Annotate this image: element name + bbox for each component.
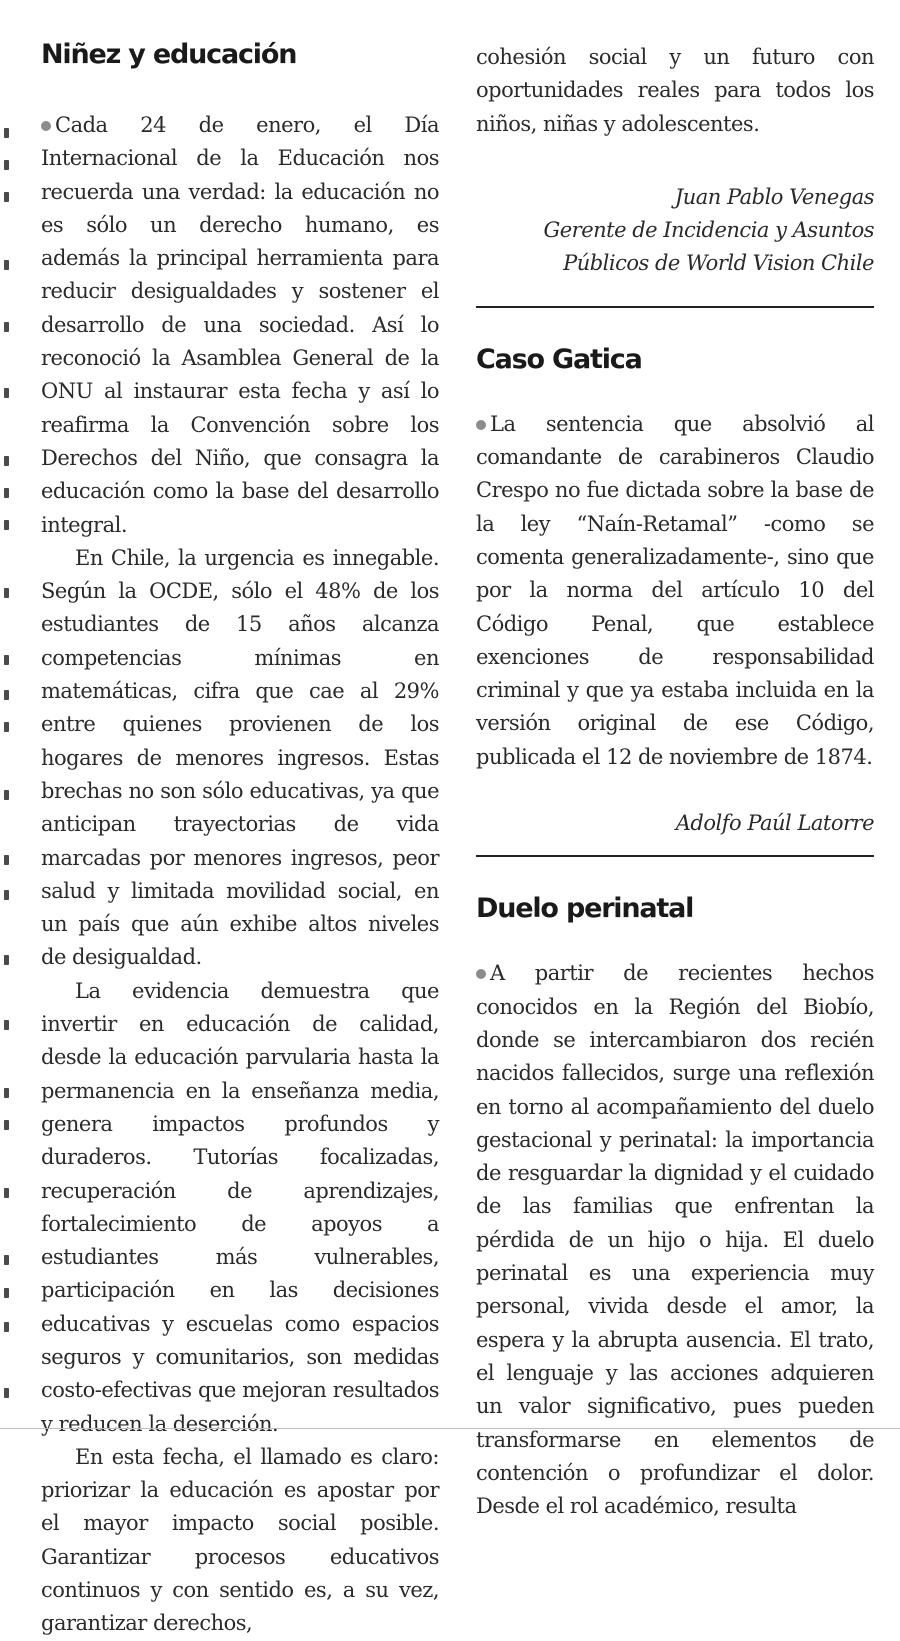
- bullet-icon: [41, 121, 51, 131]
- signature-name: Juan Pablo Venegas: [674, 184, 874, 209]
- article-continuation: cohesión social y un futuro con oportunidades reales para todos los niños, niñas y adolescentes.: [476, 45, 874, 136]
- bullet-icon: [476, 420, 486, 430]
- signature-role: Públicos de World Vision Chile: [563, 251, 874, 276]
- signature-role: Gerente de Incidencia y Asuntos: [543, 218, 874, 243]
- bullet-icon: [476, 969, 486, 979]
- adjacent-column-fragment: [0, 0, 16, 1440]
- page-bottom-rule: [0, 1428, 900, 1429]
- article-title: Niñez y educación: [41, 39, 297, 70]
- article-paragraph: La evidencia demuestra que invertir en educación de calidad, desde la educación parvularia hasta la permanencia en la enseñanza media, genera impactos profundos y duraderos. Tutorías focalizadas, recuperación de aprendizajes, fortalecimiento de apoyos a estudiantes más vulnerables, participación en las decisiones educativas y escuelas como espacios seguros y comunitarios, son medidas costo-efectivas que mejoran resultados y reducen la deserción.: [41, 978, 439, 1436]
- letter-title: Duelo perinatal: [476, 893, 694, 925]
- letter-body: A partir de recientes hechos conocidos en la Región del Biobío, donde se intercambiaron dos recién nacidos fallecidos, surge una reflexión en torno al acompañamiento del duelo gestacional y perinatal: la importancia de resguardar la dignidad y el cuidado de las familias que enfrentan la pérdida de un hijo o hija. El duelo perinatal es una experiencia muy personal, vivida desde el amor, la espera y la abrupta ausencia. El trato, el lenguaje y las acciones adquieren un valor significativo, pues pueden transformarse en elementos de contención o profundizar el dolor. Desde el rol académico, resulta: [476, 961, 874, 1519]
- signature-name: Adolfo Paúl Latorre: [675, 811, 874, 836]
- left-column: [41, 0, 439, 1641]
- letter-title: Caso Gatica: [476, 343, 642, 375]
- article-paragraph: Cada 24 de enero, el Día Internacional de la Educación nos recuerda una verdad: la educación no es sólo un derecho humano, es además la principal herramienta para reducir desigualdades y sostener el desarrollo de una sociedad. Así lo reconoció la Asamblea General de la ONU al instaurar esta fecha y así lo reafirma la Convención sobre los Derechos del Niño, que consagra la educación como la base del desarrollo integral.: [41, 113, 439, 537]
- right-column: [476, 0, 874, 1523]
- letter-body: La sentencia que absolvió al comandante de carabineros Claudio Crespo no fue dictada sobre la base de la ley “Naín-Retamal” -como se comenta generalizadamente-, sino que por la norma del artículo 10 del Código Penal, que establece exenciones de responsabilidad criminal y que ya estaba incluida en la versión original de ese Código, publicada el 12 de noviembre de 1874.: [476, 411, 874, 769]
- article-paragraph: En esta fecha, el llamado es claro: priorizar la educación es apostar por el mayor impacto social posible. Garantizar procesos educativos continuos y con sentido es, a su vez, garantizar derechos,: [41, 1444, 439, 1636]
- article-paragraph: En Chile, la urgencia es innegable. Según la OCDE, sólo el 48% de los estudiantes de 15 años alcanza competencias mínimas en matemáticas, cifra que cae al 29% entre quienes provienen de los hogares de menores ingresos. Estas brechas no son sólo educativas, ya que anticipan trayectorias de vida marcadas por menores ingresos, peor salud y limitada movilidad social, en un país que aún exhibe altos niveles de desigualdad.: [41, 545, 439, 970]
